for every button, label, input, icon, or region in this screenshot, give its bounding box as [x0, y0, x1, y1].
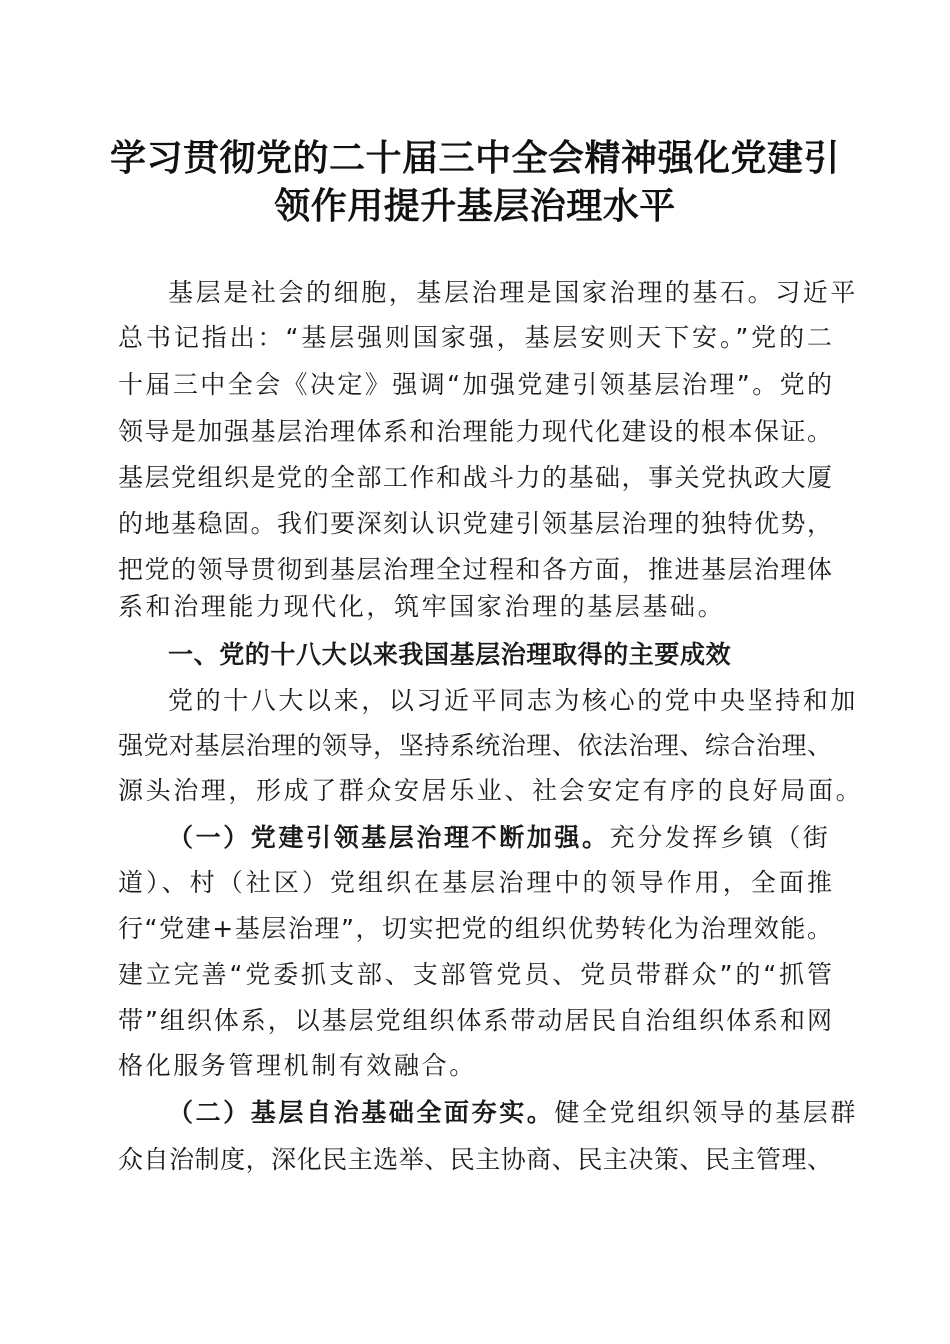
subsection-1-line: 带”组织体系，以基层党组织体系带动居民自治组织体系和网	[118, 1006, 832, 1035]
intro-line: 把党的领导贯彻到基层治理全过程和各方面，推进基层治理体	[118, 555, 832, 584]
subsection-1-line: 行“党建+基层治理”，切实把党的组织优势转化为治理效能。	[118, 914, 832, 943]
subsection-2-line: 众自治制度，深化民主选举、民主协商、民主决策、民主管理、	[118, 1145, 832, 1174]
section-heading: 一、党的十八大以来我国基层治理取得的主要成效	[168, 640, 732, 669]
subsection-text: 健全党组织领导的基层群	[554, 1098, 859, 1127]
subsection-1-line: 建立完善“党委抓支部、支部管党员、党员带群众”的“抓管	[118, 960, 832, 989]
intro-line: 的地基稳固。我们要深刻认识党建引领基层治理的独特优势，	[118, 509, 832, 538]
subsection-heading: （一）党建引领基层治理不断加强。	[168, 823, 610, 852]
section1-line: 强党对基层治理的领导，坚持系统治理、依法治理、综合治理、	[118, 731, 832, 760]
document-title-line-2: 领作用提升基层治理水平	[274, 185, 676, 227]
subsection-1-line: 格化服务管理机制有效融合。	[118, 1051, 477, 1080]
subsection-1-line: 道）、村（社区）党组织在基层治理中的领导作用，全面推	[118, 868, 832, 897]
document-title-line-1: 学习贯彻党的二十届三中全会精神强化党建引	[109, 137, 840, 179]
intro-line: 基层是社会的细胞，基层治理是国家治理的基石。习近平	[168, 278, 859, 307]
intro-line: 系和治理能力现代化，筑牢国家治理的基层基础。	[118, 592, 726, 621]
subsection-heading: （二）基层自治基础全面夯实。	[168, 1098, 555, 1127]
subsection-1-first-line	[168, 815, 832, 860]
intro-line: 十届三中全会《决定》强调“加强党建引领基层治理”。党的	[118, 370, 832, 399]
section1-line: 源头治理，形成了群众安居乐业、社会安定有序的良好局面。	[118, 776, 864, 805]
subsection-2-first-line	[168, 1090, 859, 1135]
intro-line: 领导是加强基层治理体系和治理能力现代化建设的根本保证。	[118, 417, 832, 446]
intro-line: 基层党组织是党的全部工作和战斗力的基础，事关党执政大厦	[118, 463, 832, 492]
subsection-text: 充分发挥乡镇（街	[609, 823, 831, 852]
intro-line: 总书记指出：“基层强则国家强，基层安则天下安。”党的二	[118, 323, 832, 352]
section1-line: 党的十八大以来，以习近平同志为核心的党中央坚持和加	[168, 686, 859, 715]
